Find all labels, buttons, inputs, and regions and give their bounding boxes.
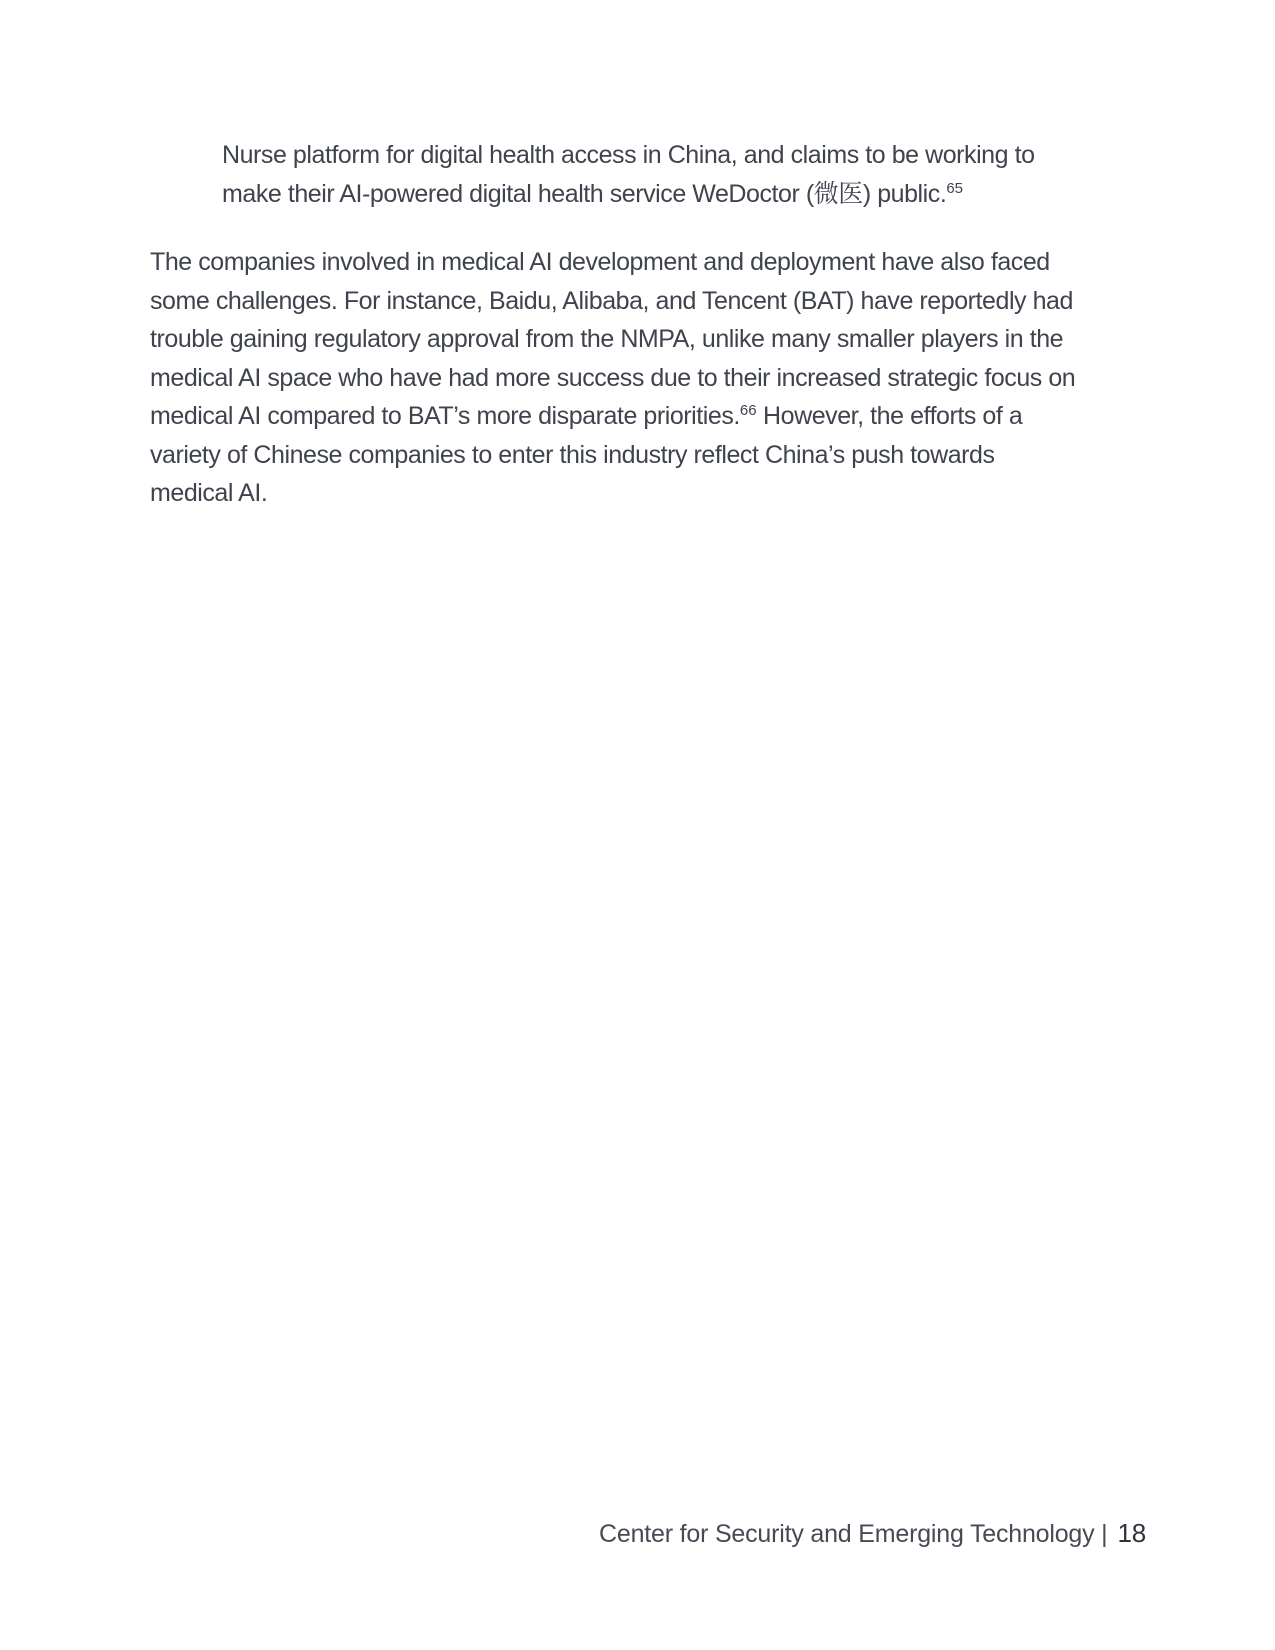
text-line <box>150 436 1075 475</box>
text-segment: However, the efforts of a <box>756 402 1023 430</box>
text-segment: medical AI space who have had more success due to their increased strategic focus on <box>150 363 1076 392</box>
page-footer <box>599 1514 1146 1553</box>
text-segment: trouble gaining regulatory approval from the NMPA, unlike many smaller players in the <box>150 325 1064 353</box>
body-paragraph <box>150 243 1075 513</box>
text-line <box>150 243 1075 282</box>
text-line <box>150 282 1075 321</box>
text-segment: The companies involved in medical AI development and deployment have also faced <box>150 248 1050 276</box>
page-number: 18 <box>1117 1518 1146 1548</box>
text-line <box>150 474 1075 513</box>
text-segment: Nurse platform for digital health access in China, and claims to be working to <box>222 141 1035 169</box>
text-segment: medical AI. <box>150 479 268 507</box>
text-segment: variety of Chinese companies to enter this industry reflect China’s push towards <box>150 440 995 469</box>
text-line <box>222 136 1035 175</box>
text-line <box>222 175 1035 214</box>
footnote-reference: 66 <box>739 402 757 419</box>
text-segment: make their AI-powered digital health service WeDoctor (微医) public. <box>222 179 947 208</box>
text-segment: medical AI compared to BAT’s more disparate priorities. <box>150 402 740 430</box>
text-segment: some challenges. For instance, Baidu, Alibaba, and Tencent (BAT) have reportedly had <box>150 286 1073 315</box>
text-line <box>150 359 1075 398</box>
text-line <box>150 397 1075 436</box>
text-line <box>150 320 1075 359</box>
footnote-reference: 65 <box>946 179 964 197</box>
quote-paragraph <box>222 136 1035 213</box>
footer-running-title: Center for Security and Emerging Technology | <box>599 1520 1108 1548</box>
